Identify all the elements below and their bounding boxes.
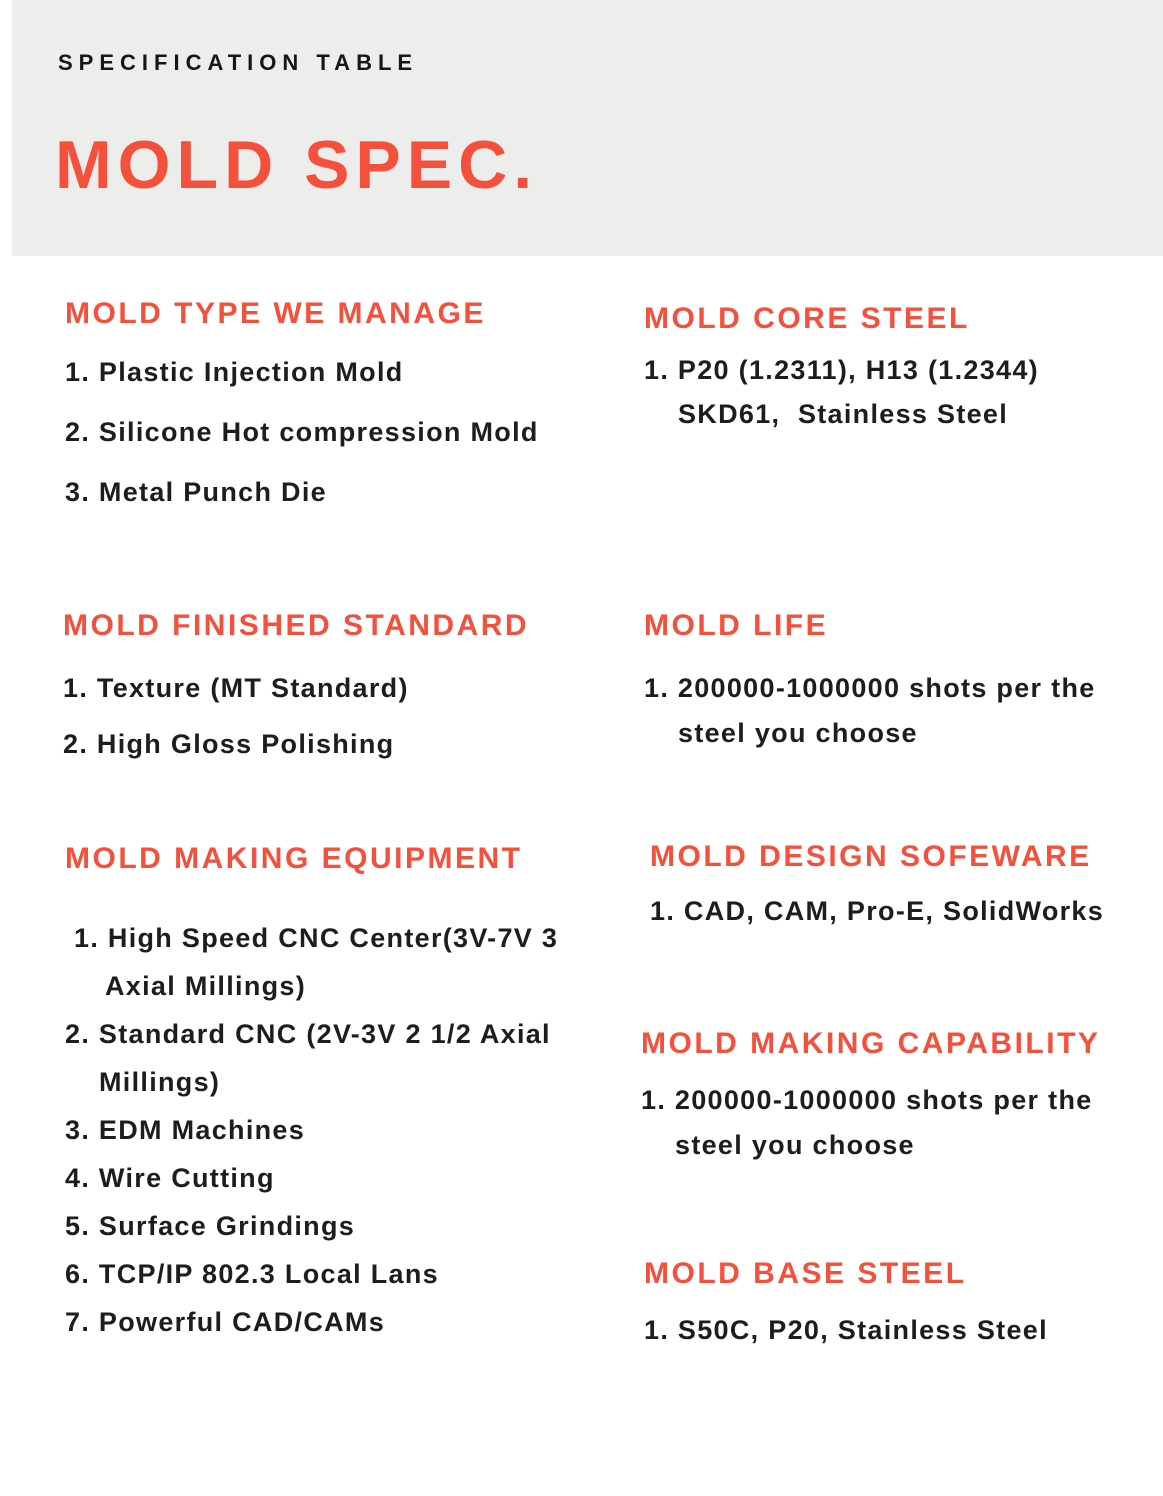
page-title: MOLD SPEC. xyxy=(55,127,539,203)
list-item: 2. Standard CNC (2V-3V 2 1/2 Axial xyxy=(65,1019,551,1049)
section-heading: MOLD CORE STEEL xyxy=(644,302,970,335)
section-list xyxy=(65,925,558,1336)
list-item: 1. CAD, CAM, Pro-E, SolidWorks xyxy=(650,896,1105,926)
list-item-continuation: Axial Millings) xyxy=(105,971,307,1001)
list-item: 2. Silicone Hot compression Mold xyxy=(65,417,539,447)
list-item: 1. High Speed CNC Center(3V-7V 3 xyxy=(74,923,559,953)
list-item: 1. Plastic Injection Mold xyxy=(65,357,404,387)
section-list xyxy=(641,1087,1100,1159)
section-mold-making-equipment xyxy=(65,843,558,1357)
list-item: 4. Wire Cutting xyxy=(65,1163,275,1193)
section-heading: MOLD MAKING CAPABILITY xyxy=(641,1027,1101,1060)
list-item: 1. S50C, P20, Stainless Steel xyxy=(644,1315,1048,1345)
list-item: 7. Powerful CAD/CAMs xyxy=(65,1307,386,1337)
list-item: 1. P20 (1.2311), H13 (1.2344) xyxy=(644,355,1039,385)
page-kicker: SPECIFICATION TABLE xyxy=(58,50,419,75)
list-item: 3. Metal Punch Die xyxy=(65,477,327,507)
list-item: 2. High Gloss Polishing xyxy=(63,729,395,759)
section-mold-finished-standard xyxy=(63,610,529,787)
list-item-continuation: steel you choose xyxy=(678,718,918,748)
list-item: 5. Surface Grindings xyxy=(65,1211,356,1241)
section-mold-core-steel xyxy=(644,303,1039,445)
section-list xyxy=(644,675,1096,747)
section-list xyxy=(644,1317,1048,1344)
section-heading: MOLD TYPE WE MANAGE xyxy=(65,297,486,330)
section-heading: MOLD BASE STEEL xyxy=(644,1257,967,1290)
section-list xyxy=(63,675,529,758)
list-item: 1. Texture (MT Standard) xyxy=(63,673,409,703)
section-heading: MOLD LIFE xyxy=(644,609,829,642)
section-mold-type-we-manage xyxy=(65,298,539,539)
list-item: 3. EDM Machines xyxy=(65,1115,306,1145)
section-mold-life xyxy=(644,610,1096,765)
section-list xyxy=(65,359,539,506)
section-mold-design-sofeware xyxy=(650,841,1104,943)
section-list xyxy=(644,357,1039,428)
section-heading: MOLD FINISHED STANDARD xyxy=(63,609,530,642)
section-mold-making-capability xyxy=(641,1028,1100,1177)
list-item-continuation: steel you choose xyxy=(675,1130,915,1160)
section-mold-base-steel xyxy=(644,1258,1048,1362)
list-item: 1. 200000-1000000 shots per the xyxy=(644,673,1096,703)
section-list xyxy=(650,898,1104,925)
list-item-continuation: SKD61, Stainless Steel xyxy=(678,399,1009,429)
list-item: 1. 200000-1000000 shots per the xyxy=(641,1085,1093,1115)
list-item-continuation: Millings) xyxy=(99,1067,221,1097)
list-item: 6. TCP/IP 802.3 Local Lans xyxy=(65,1259,439,1289)
section-heading: MOLD DESIGN SOFEWARE xyxy=(650,840,1092,873)
section-heading: MOLD MAKING EQUIPMENT xyxy=(65,842,523,875)
